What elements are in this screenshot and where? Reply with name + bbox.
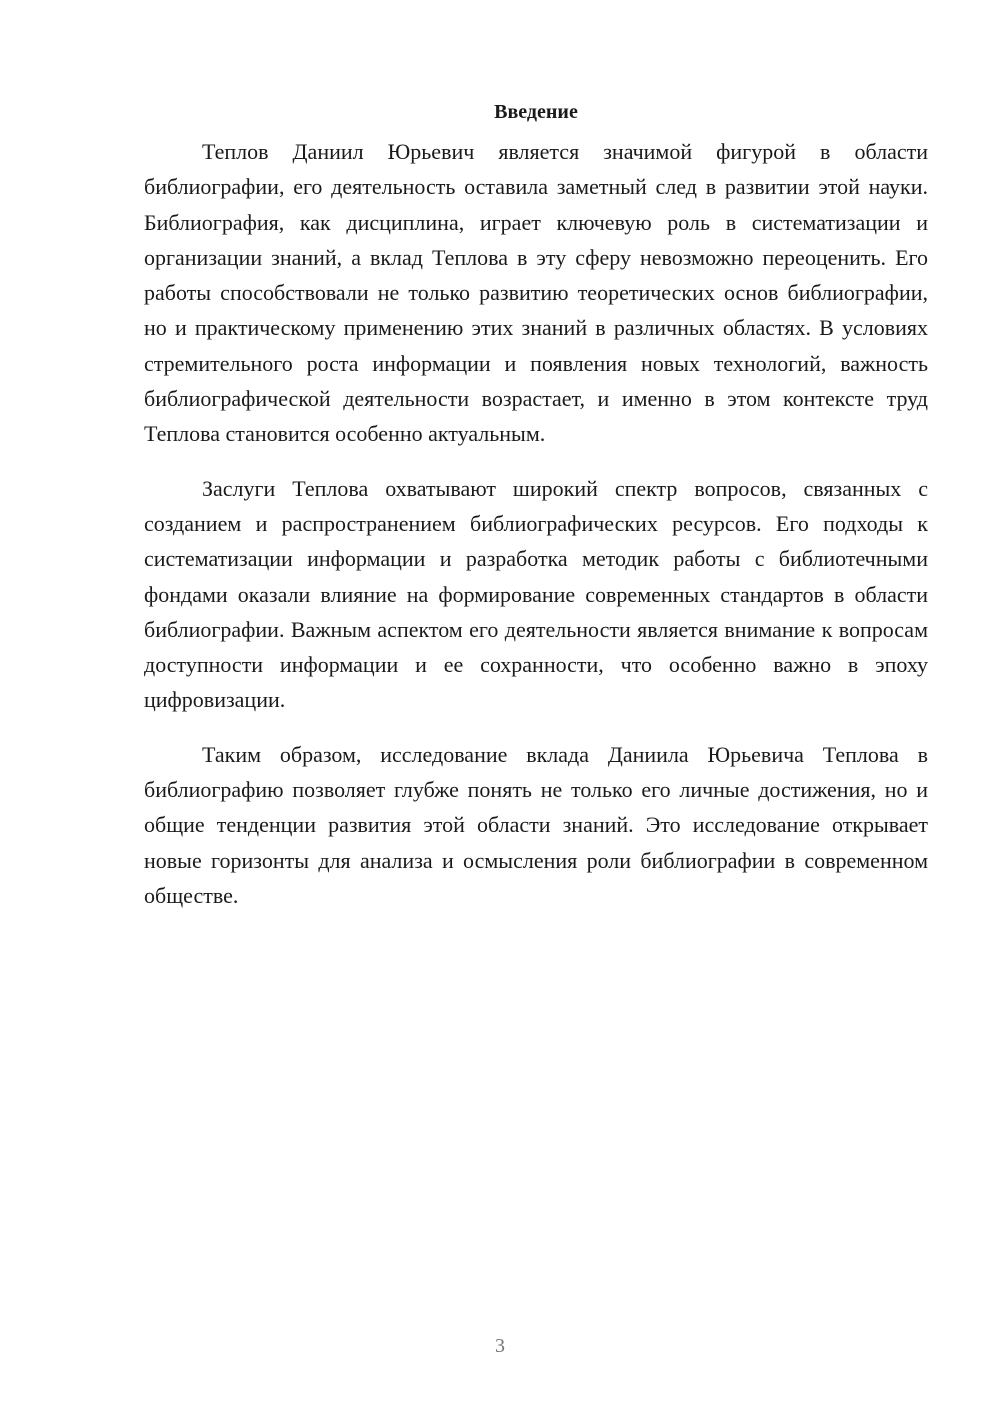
section-heading: Введение: [494, 101, 578, 123]
page-content: [144, 98, 928, 913]
paragraph-2: Заслуги Теплова охватывают широкий спектр вопросов, связанных с созданием и распространением библиографических ресурсов. Его подходы к систематизации информации и разработка методик работы с библиотечными фондами оказали влияние на формирование современных стандартов в области библиографии. Важным аспектом его деятельности является внимание к вопросам доступности информации и ее сохранности, что особенно важно в эпоху цифровизации.: [144, 475, 928, 713]
paragraph-3: Таким образом, исследование вклада Даниила Юрьевича Теплова в библиографию позволяет глубже понять не только его личные достижения, но и общие тенденции развития этой области знаний. Это исследование открывает новые горизонты для анализа и осмысления роли библиографии в современном обществе.: [144, 741, 928, 908]
page-number: 3: [495, 1335, 505, 1357]
paragraph-1: Теплов Даниил Юрьевич является значимой фигурой в области библиографии, его деятельность оставила заметный след в развитии этой науки. Библиография, как дисциплина, играет ключевую роль в систематизации и организации знаний, а вклад Теплова в эту сферу невозможно переоценить. Его работы способствовали не только развитию теоретических основ библиографии, но и практическому применению этих знаний в различных областях. В условиях стремительного роста информации и появления новых технологий, важность библиографической деятельности возрастает, и именно в этом контексте труд Теплова становится особенно актуальным.: [144, 139, 928, 447]
